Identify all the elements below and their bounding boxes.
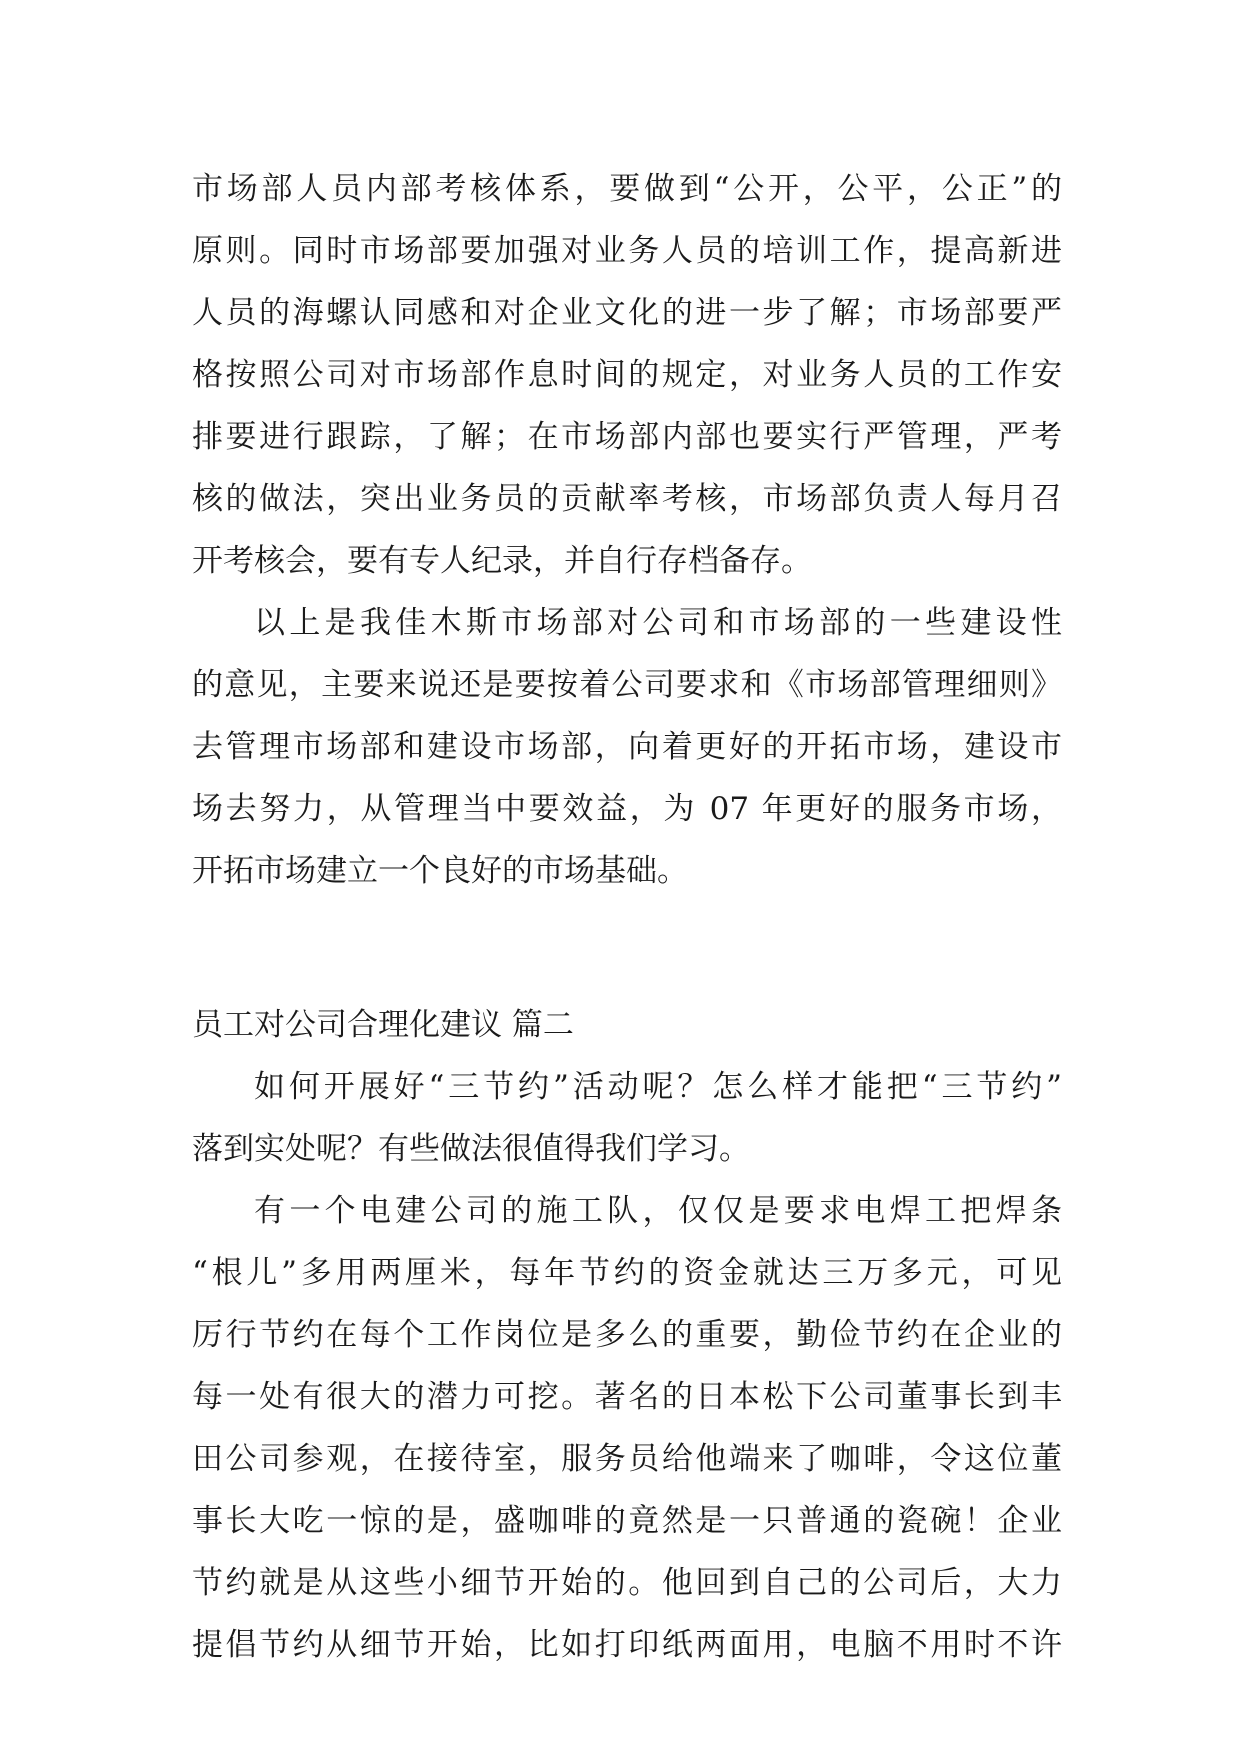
text-line: 事长大吃一惊的是，盛咖啡的竟然是一只普通的瓷碗！企业 bbox=[192, 1503, 1062, 1539]
paragraph-4 bbox=[192, 1180, 1062, 1676]
text-line: 格按照公司对市场部作息时间的规定，对业务人员的工作安 bbox=[192, 357, 1062, 393]
text-line: 的意见，主要来说还是要按着公司要求和《市场部管理细则》 bbox=[192, 667, 1062, 703]
text-line: 厉行节约在每个工作岗位是多么的重要，勤俭节约在企业的 bbox=[192, 1317, 1062, 1353]
text-line: “根儿”多用两厘米，每年节约的资金就达三万多元，可见 bbox=[192, 1255, 1062, 1291]
document-body bbox=[192, 158, 1062, 1676]
text-line: 场去努力，从管理当中要效益，为 07 年更好的服务市场， bbox=[192, 791, 1062, 827]
text-line: 排要进行跟踪，了解；在市场部内部也要实行严管理，严考 bbox=[192, 419, 1062, 455]
paragraph-3 bbox=[192, 1056, 1062, 1180]
text-line: 落到实处呢？有些做法很值得我们学习。 bbox=[192, 1131, 750, 1167]
text-line: 节约就是从这些小细节开始的。他回到自己的公司后，大力 bbox=[192, 1565, 1062, 1601]
text-line: 如何开展好“三节约”活动呢？怎么样才能把“三节约” bbox=[254, 1069, 1062, 1105]
paragraph-2 bbox=[192, 592, 1062, 902]
text-line: 以上是我佳木斯市场部对公司和市场部的一些建设性 bbox=[254, 605, 1062, 641]
text-line: 开拓市场建立一个良好的市场基础。 bbox=[192, 853, 688, 889]
text-line: 开考核会，要有专人纪录，并自行存档备存。 bbox=[192, 543, 812, 579]
text-line: 提倡节约从细节开始，比如打印纸两面用，电脑不用时不许 bbox=[192, 1627, 1062, 1663]
section-spacer bbox=[192, 902, 1062, 994]
text-line: 人员的海螺认同感和对企业文化的进一步了解；市场部要严 bbox=[192, 295, 1062, 331]
text-line: 每一处有很大的潜力可挖。著名的日本松下公司董事长到丰 bbox=[192, 1379, 1062, 1415]
paragraph-1 bbox=[192, 158, 1062, 592]
text-line: 核的做法，突出业务员的贡献率考核，市场部负责人每月召 bbox=[192, 481, 1062, 517]
text-line: 市场部人员内部考核体系，要做到“公开，公平，公正”的 bbox=[192, 171, 1062, 207]
section-heading: 员工对公司合理化建议 篇二 bbox=[192, 1007, 574, 1043]
text-line: 原则。同时市场部要加强对业务人员的培训工作，提高新进 bbox=[192, 233, 1062, 269]
text-line: 有一个电建公司的施工队，仅仅是要求电焊工把焊条 bbox=[254, 1193, 1062, 1229]
text-line: 去管理市场部和建设市场部，向着更好的开拓市场，建设市 bbox=[192, 729, 1062, 765]
text-line: 田公司参观，在接待室，服务员给他端来了咖啡，令这位董 bbox=[192, 1441, 1062, 1477]
